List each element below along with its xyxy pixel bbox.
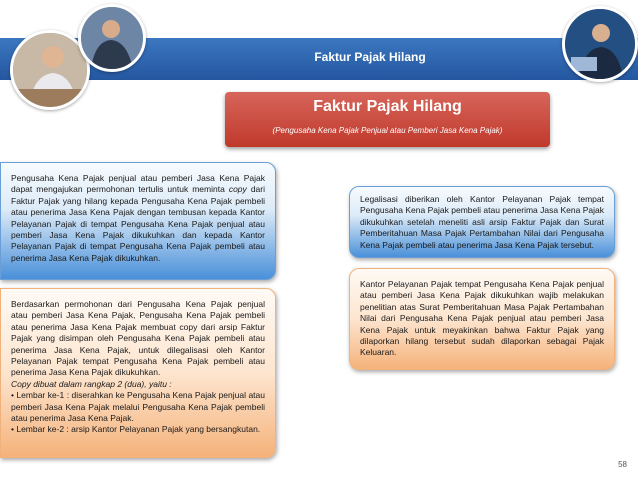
request-text bbox=[11, 173, 265, 264]
business-photo-3 bbox=[562, 6, 638, 82]
info-box-penelitian bbox=[349, 268, 615, 370]
copy-rangkap-line: Copy dibuat dalam rangkap 2 (dua), yaitu : bbox=[11, 378, 172, 389]
penelitian-text: Kantor Pelayanan Pajak tempat Pengusaha Kena Pajak penjual atau pemberi Jasa Kena Pajak dikukuhkan wajib melakukan penelitian atas Surat Pemberitahuan Masa Pajak Pertambahan Nilai dari Pengusaha Kena Pajak penjual atau pemberi Jasa Kena Pajak untuk meyakinkan bahwa Faktur Pajak yang dilaporkan hilang tersebut sudah dilaporkan sebagai Pajak Keluaran. bbox=[360, 279, 604, 358]
copy-bullet-2: • Lembar ke-2 : arsip Kantor Pelayanan Pajak yang bersangkutan. bbox=[11, 424, 261, 435]
business-photo-2 bbox=[78, 4, 146, 72]
request-text-part-1: Pengusaha Kena Pajak penjual atau pemberi Jasa Kena Pajak dapat mengajukan permohonan tertulis untuk meminta bbox=[11, 173, 265, 195]
info-box-request bbox=[0, 162, 276, 280]
request-text-part-2: dari Faktur Pajak yang hilang kepada Pengusaha Kena Pajak pembeli atau penerima Jasa Kena Pajak dengan tembusan kepada Kantor Pelayanan Pajak di tempat Pengusaha Kena Pajak penjual atau pemberi Jasa Kena Pajak dikukuhkan dan kepada Kantor Pelayanan Pajak di tempat Pengusaha Kena Pajak pembeli atau penerima Jasa Kena Pajak dikukuhkan. bbox=[11, 184, 265, 263]
slide-number: 58 bbox=[618, 460, 627, 469]
title-banner bbox=[225, 92, 550, 147]
banner-subtitle: (Pengusaha Kena Pajak Penjual atau Pemberi Jasa Kena Pajak) bbox=[272, 126, 503, 135]
copy-bullet-1: • Lembar ke-1 : diserahkan ke Pengusaha Kena Pajak penjual atau pemberi Jasa Kena Pajak melalui Pengusaha Kena Pajak pembeli atau penerima Jasa Kena Pajak. bbox=[11, 390, 265, 424]
legalisasi-text: Legalisasi diberikan oleh Kantor Pelayanan Pajak tempat Pengusaha Kena Pajak pembeli atau penerima Jasa Kena Pajak dikukuhkan setelah meneliti asli arsip Faktur Pajak dan Surat Pemberitahuan Masa Pajak Pertambahan Nilai dari Pengusaha Kena Pajak pembeli atau penerima Jasa Kena Pajak tersebut. bbox=[360, 194, 604, 250]
banner-title: Faktur Pajak Hilang bbox=[313, 98, 462, 115]
info-box-copy-procedure bbox=[0, 288, 276, 458]
info-box-legalisasi bbox=[349, 186, 615, 258]
copy-procedure-text: Berdasarkan permohonan dari Pengusaha Kena Pajak penjual atau pemberi Jasa Kena Pajak, Pengusaha Kena Pajak pembeli atau penerima Jasa Kena Pajak membuat copy dari arsip Faktur Pajak yang disimpan oleh Pengusaha Kena Pajak pembeli atau penerima Jasa Kena Pajak, untuk dilegalisasi oleh Kantor Pelayanan Pajak tempat Pengusaha Kena Pajak pembeli atau penerima Jasa Kena Pajak dikukuhkan. bbox=[11, 299, 265, 378]
header-title: Faktur Pajak Hilang bbox=[314, 50, 426, 64]
request-text-copy: copy bbox=[228, 184, 247, 195]
